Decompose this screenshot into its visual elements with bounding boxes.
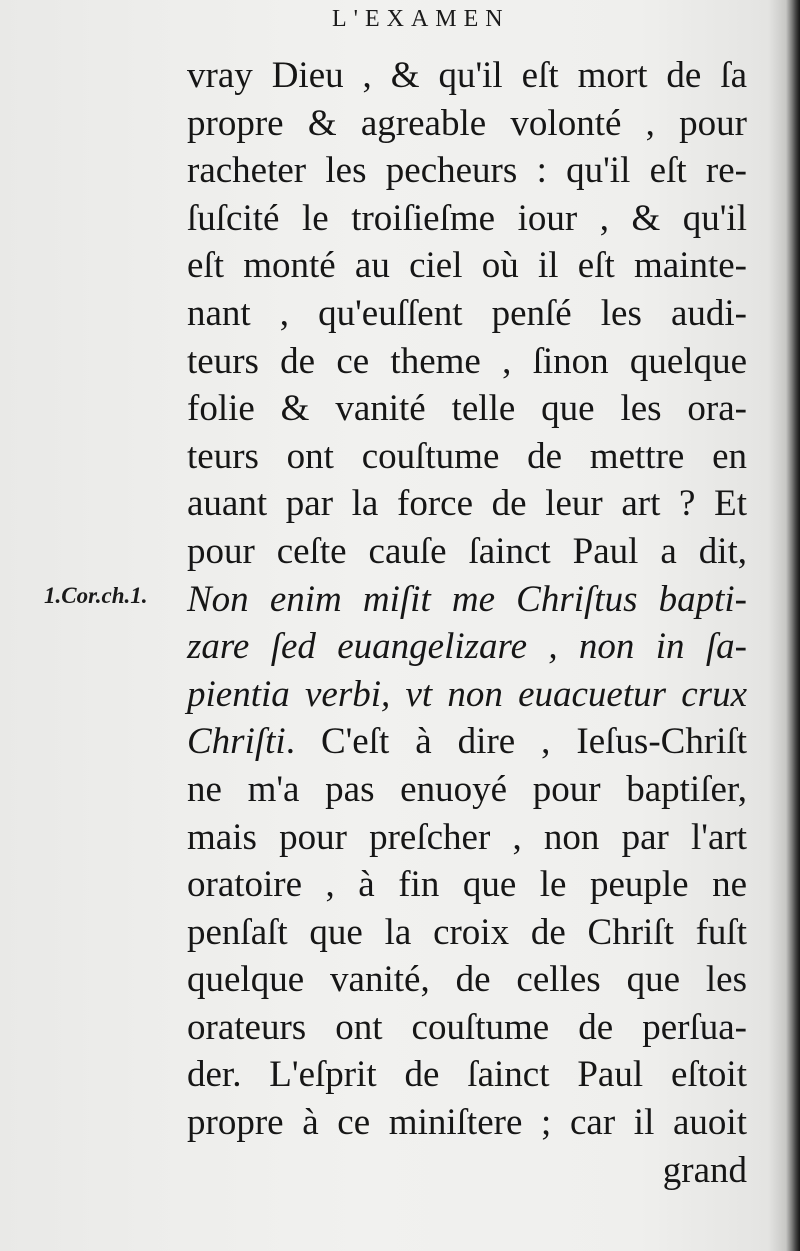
text-line: mais pour preſcher , non par l'art	[187, 816, 747, 858]
latin-quote-line: Non enim miſit me Chriſtus bapti-	[187, 578, 747, 620]
latin-quote-line: zare ſed euangelizare , non in ſa-	[187, 626, 747, 668]
body-text	[187, 52, 747, 1194]
text-line: propre à ce miniſtere ; car il auoit	[187, 1102, 747, 1144]
text-line: eſt monté au ciel où il eſt mainte-	[187, 245, 747, 287]
text-line: oratoire , à fin que le peuple ne	[187, 864, 747, 906]
text-line: auant par la force de leur art ? Et	[187, 483, 747, 525]
text-line: ſuſcité le troiſieſme iour , & qu'il	[187, 197, 747, 239]
translation-start: . C'eſt à dire , Ieſus-Chriſt	[285, 721, 747, 763]
text-line: penſaſt que la croix de Chriſt fuſt	[187, 911, 747, 953]
text-line: folie & vanité telle que les ora-	[187, 388, 747, 430]
latin-quote-line: pientia verbi, vt non euacuetur crux	[187, 673, 747, 715]
latin-quote-end: Chriſti	[187, 721, 286, 763]
text-line: ne m'a pas enuoyé pour baptiſer,	[187, 768, 747, 810]
text-line: vray Dieu , & qu'il eſt mort de ſa	[187, 55, 747, 96]
running-head: L'EXAMEN	[332, 6, 510, 32]
text-line: der. L'eſprit de ſainct Paul eſtoit	[187, 1054, 747, 1096]
text-line: racheter les pecheurs : qu'il eſt re-	[187, 150, 747, 192]
text-line: teurs de ce theme , ſinon quelque	[187, 340, 747, 382]
text-line: propre & agreable volonté , pour	[187, 102, 747, 144]
text-line: orateurs ont couſtume de perſua-	[187, 1006, 747, 1048]
text-line: nant , qu'euſſent penſé les audi-	[187, 292, 747, 334]
mixed-line	[187, 718, 747, 766]
text-line: quelque vanité, de celles que les	[187, 959, 747, 1001]
text-line: pour ceſte cauſe ſainct Paul a dit,	[187, 530, 747, 572]
catchword: grand	[662, 1149, 747, 1191]
margin-note-reference: 1.Cor.ch.1.	[44, 583, 148, 608]
text-line: teurs ont couſtume de mettre en	[187, 435, 747, 477]
